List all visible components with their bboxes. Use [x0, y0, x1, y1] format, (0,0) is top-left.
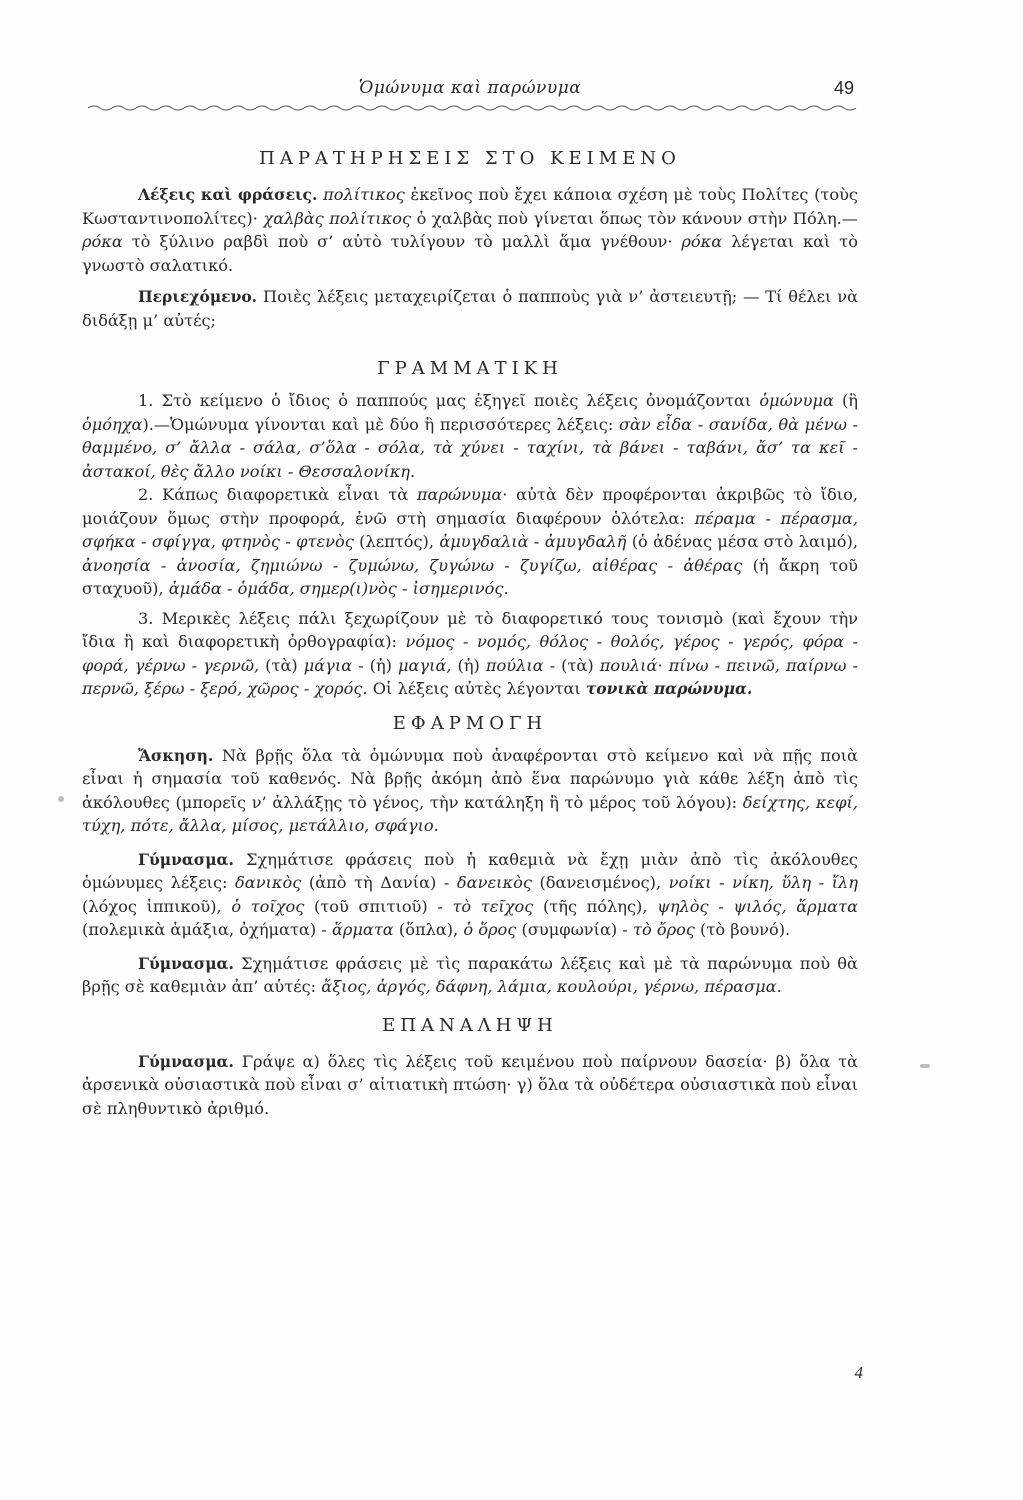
grammar-paragraph-3	[82, 607, 858, 701]
paragraph-heading: Ἄσκηση.	[138, 745, 214, 765]
italic-term: ὁμόηχα	[82, 414, 143, 434]
italic-examples: σὰν εἶδα - σανίδα, θὰ μένω - θαμμένο, σ’ ἄλλα - σάλα, σ’ὅλα - σόλα, τὰ χύνει - ταχίνι, τὰ βάνει - ταβάνι, ἄσ’ τα κεῖ - ἀστακοί, θὲς ἄλλο νοίκι - Θεσσαλονίκη.	[82, 414, 858, 481]
text-run: (πολεμικὰ ἁμάξια, ὀχήματα) -	[82, 920, 332, 939]
section-heading-application: ΕΦΑΡΜΟΓΗ	[392, 712, 548, 734]
speck	[920, 1064, 930, 1068]
text-run: ).—Ὁμώνυμα γίνονται καὶ μὲ δύο ἢ περισσότερες λέξεις:	[142, 414, 619, 434]
text-run: (λεπτός),	[353, 532, 440, 551]
running-title: Ὁμώνυμα καὶ παρώνυμα	[358, 78, 582, 98]
italic-examples: μάγια	[303, 655, 353, 675]
italic-term: ρόκα	[82, 232, 123, 251]
signature-number: 4	[854, 1363, 863, 1382]
bold-italic-term: τονικὰ παρώνυμα.	[585, 679, 753, 698]
text-run: (δανεισμένος),	[531, 873, 669, 892]
text-run: (τοῦ σπιτιοῦ) -	[304, 896, 453, 916]
italic-examples: ἁμάδα - ὁμάδα, σημερ(ι)νὸς - ἰσημερινός.	[168, 579, 509, 598]
italic-term: δανικὸς	[235, 873, 302, 892]
paragraph-heading: Γύμνασμα.	[138, 953, 234, 973]
text-run: (ἡ ἄκρη τοῦ σταχυοῦ),	[82, 555, 858, 598]
text-run: · αὐτὰ δὲν προφέρονται ἀκριβῶς τὸ ἴδιο, μοιάζουν ὅμως στὴν προφορά, ἐνῶ στὴ σημασία διαφέρουν ὁλότελα:	[82, 485, 858, 528]
paragraph-heading: Λέξεις καὶ φράσεις.	[138, 185, 318, 204]
text-run: τὸ ξύλινο ραβδὶ ποὺ σ’ αὐτὸ τυλίγουν τὸ μαλλὶ ἅμα γνέθουν·	[122, 232, 673, 251]
section-heading-grammar: ΓΡΑΜΜΑΤΙΚΗ	[377, 358, 563, 379]
text-run: (τὰ)	[259, 655, 304, 675]
italic-examples: πέραμα - πέρασμα, σφήκα - σφίγγα, φτηνὸς - φτενὸς	[82, 508, 858, 551]
text-run: (λόχος ἱππικοῦ),	[82, 896, 232, 916]
section-heading-review: ΕΠΑΝΑΛΗΨΗ	[382, 1014, 558, 1036]
text-run: 3. Μερικὲς λέξεις πάλι ξεχωρίζουν μὲ τὸ διαφορετικό τους τονισμὸ (καὶ ἔχουν τὴν ἴδια ἢ καὶ διαφορετικὴ ὀρθογραφία):	[82, 608, 858, 651]
italic-term: παρώνυμα	[416, 485, 503, 504]
text-run: Νὰ βρῇς ὅλα τὰ ὁμώνυμα ποὺ ἀναφέρονται στὸ κείμενο καὶ νὰ πῇς ποιὰ εἶναι ἡ σημασία τοῦ καθενός. Νὰ βρῇς ἀκόμη ἀπὸ ἕνα παρώνυμο γιὰ κάθε λέξη ἀπὸ τὶς ἀκόλουθες (μπορεῖς ν’ ἀλλάξῃς τὸ γένος, τὴν κατάληξη ἢ τὸ μέρος τοῦ λόγου):	[82, 745, 858, 812]
grammar-paragraph-1	[82, 389, 858, 483]
paragraph-heading: Γύμνασμα.	[138, 849, 234, 869]
paragraph-content	[82, 285, 858, 332]
text-run: ἐκεῖνος ποὺ ἔχει κάποια σχέση μὲ τοὺς Πολίτες (τοὺς Κωσταντινοπολίτες)·	[82, 185, 858, 228]
exercise-paragraph	[82, 744, 858, 838]
italic-term: δανεικὸς	[456, 873, 532, 892]
drill-paragraph-1	[82, 848, 858, 942]
text-run: (ἡ)	[451, 655, 486, 675]
italic-examples: ἀνοησία - ἀνοσία, ζημιώνω - ζυμώνω, ζυγώνω - ζυγίζω, αἰθέρας - ἀθέρας	[82, 555, 743, 575]
text-run: (ὅπλα),	[393, 920, 464, 939]
speck	[58, 796, 64, 802]
text-run: 1. Στὸ κείμενο ὁ ἴδιος ὁ παππούς μας ἐξηγεῖ ποιὲς λέξεις ὀνομάζονται	[138, 391, 760, 410]
grammar-paragraph-2	[82, 483, 858, 601]
italic-examples: νοίκι - νίκη, ὕλη - ἴλη	[668, 873, 858, 892]
italic-term: χαλβὰς πολίτικος	[263, 208, 412, 228]
page-number: 49	[833, 78, 854, 98]
book-page	[82, 78, 858, 1120]
text-run: Σχημάτισε φράσεις μὲ τὶς παρακάτω λέξεις καὶ μὲ τὰ παρώνυμα ποὺ θὰ βρῇς σὲ καθεμιὰν ἀπ’ αὐτές:	[82, 953, 858, 996]
paragraph-heading: Γύμνασμα.	[138, 1051, 234, 1071]
italic-examples: πουλιά· πίνω - πεινῶ, παίρνω - περνῶ, ξέρω - ξερό, χῶρος - χορός.	[82, 655, 858, 698]
text-run: Ποιὲς λέξεις μεταχειρίζεται ὁ παπποὺς γιὰ ν’ ἀστειευτῇ; — Τί θέλει νὰ διδάξῃ μ’ αὐτές;	[82, 287, 858, 330]
text-run: 2. Κάπως διαφορετικὰ εἶναι τὰ	[138, 485, 417, 504]
text-run: - (τὰ)	[543, 655, 600, 675]
italic-examples: δείχτης, κεφί, τύχη, πότε, ἄλλα, μίσος, μετάλλιο, σφάγιο.	[82, 792, 858, 835]
italic-examples: πούλια	[485, 655, 544, 675]
italic-term: πολίτικος	[323, 185, 405, 204]
review-paragraph	[82, 1050, 858, 1121]
wavy-rule	[88, 104, 858, 112]
italic-term: τὸ τεῖχος	[452, 896, 534, 916]
paragraph-heading: Περιεχόμενο.	[138, 287, 258, 306]
italic-examples: ἄξιος, ἀργός, δάφνη, λάμια, κουλούρι, γέρνω, πέρασμα.	[321, 977, 782, 996]
italic-examples: μαγιά,	[397, 655, 452, 675]
italic-term: ρόκα	[681, 232, 723, 251]
text-run: λέγεται καὶ τὸ γνωστὸ σαλατικό.	[82, 232, 858, 275]
italic-term: ἅρματα	[331, 920, 394, 939]
text-run: (συμφωνία) -	[516, 920, 633, 939]
paragraph-words-and-phrases	[82, 183, 858, 277]
text-run: - (ἡ)	[352, 655, 398, 675]
italic-examples: ψηλὸς - ψιλός, ἅρματα	[657, 896, 858, 916]
section-heading-observations: ΠΑΡΑΤΗΡΗΣΕΙΣ ΣΤΟ ΚΕΙΜΕΝΟ	[259, 148, 681, 169]
italic-examples: νόμος - νομός, θόλος - θολός, γέρος - γερός, φόρα - φορά, γέρνω - γερνῶ,	[82, 632, 859, 675]
italic-term: ὁ ὅρος	[463, 920, 517, 939]
text-run: (τὸ βουνό).	[694, 920, 791, 939]
text-run: (ἢ	[833, 391, 858, 410]
text-run: Οἱ λέξεις αὐτὲς λέγονται	[367, 679, 586, 698]
drill-paragraph-2	[82, 952, 858, 999]
page-header	[82, 78, 858, 108]
italic-term: ὁμώνυμα	[759, 391, 834, 410]
italic-examples: ἀμυγδαλιὰ - ἀμυγδαλῆ	[439, 532, 627, 551]
text-run: Σχημάτισε φράσεις ποὺ ἡ καθεμιὰ νὰ ἔχῃ μιὰν ἀπὸ τὶς ἀκόλουθες ὁμώνυμες λέξεις:	[82, 849, 858, 892]
italic-term: τὸ ὄρος	[632, 920, 695, 939]
text-run: ὁ χαλβὰς ποὺ γίνεται ὅπως τὸν κάνουν στὴν Πόλη.—	[411, 208, 858, 228]
text-run: (τῆς πόλης),	[533, 896, 658, 916]
text-run: (ἀπὸ τὴ Δανία) -	[301, 873, 457, 892]
italic-term: ὁ τοῖχος	[231, 896, 305, 916]
text-run: (ὁ ἀδένας μέσα στὸ λαιμό),	[626, 532, 859, 551]
text-run: Γράψε α) ὅλες τὶς λέξεις τοῦ κειμένου ποὺ παίρνουν δασεία· β) ὅλα τὰ ἀρσενικὰ οὐσιαστικὰ ποὺ εἶναι σ’ αἰτιατικὴ πτώση· γ) ὅλα τὰ οὐδέτερα οὐσιαστικὰ ποὺ εἶναι σὲ πληθυντικὸ ἀριθμό.	[82, 1051, 858, 1118]
